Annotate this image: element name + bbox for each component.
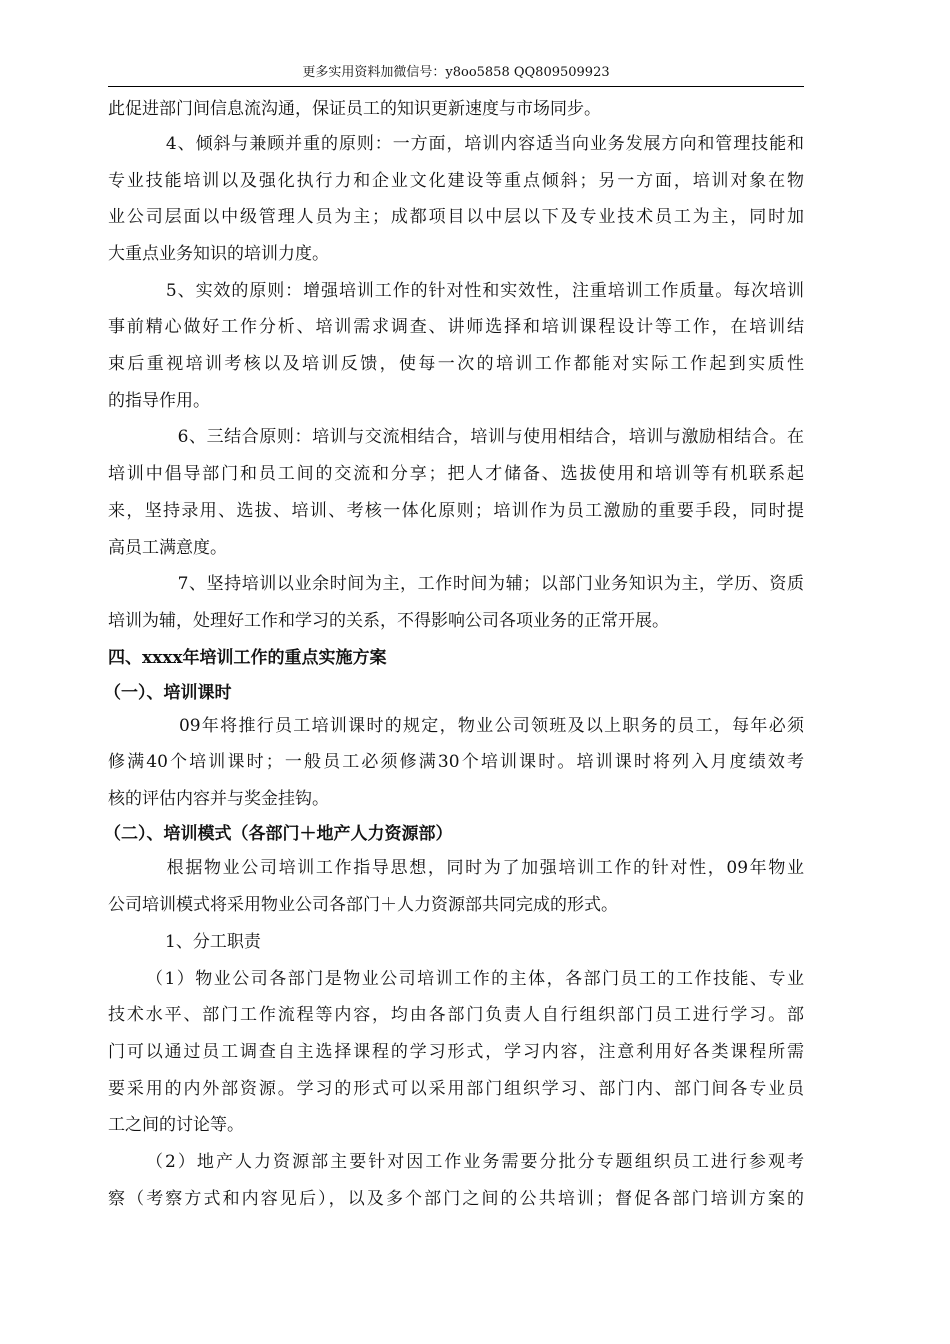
text-line: 门可以通过员工调查自主选择课程的学习形式，学习内容，注意利用好各类课程所需 bbox=[108, 1042, 804, 1062]
text-line: 修满40个培训课时；一般员工必须修满30个培训课时。培训课时将列入月度绩效考 bbox=[108, 752, 804, 772]
text-line: 业公司层面以中级管理人员为主；成都项目以中层以下及专业技术员工为主，同时加 bbox=[108, 207, 804, 227]
text-line: 4、倾斜与兼顾并重的原则：一方面，培训内容适当向业务发展方向和管理技能和 bbox=[148, 134, 804, 154]
text-line: 大重点业务知识的培训力度。 bbox=[108, 244, 329, 264]
text-line: 来，坚持录用、选拔、培训、考核一体化原则；培训作为员工激励的重要手段，同时提 bbox=[108, 501, 804, 521]
text-line: 专业技能培训以及强化执行力和企业文化建设等重点倾斜；另一方面，培训对象在物 bbox=[108, 171, 804, 191]
section-heading: 四、xxxx年培训工作的重点实施方案 bbox=[108, 648, 387, 668]
text-line: 工之间的讨论等。 bbox=[108, 1115, 244, 1135]
text-line: 根据物业公司培训工作指导思想，同时为了加强培训工作的针对性，09年物业 bbox=[148, 858, 804, 878]
text-line: 要采用的内外部资源。学习的形式可以采用部门组织学习、部门内、部门间各专业员 bbox=[108, 1079, 804, 1099]
text-line: 公司培训模式将采用物业公司各部门＋人力资源部共同完成的形式。 bbox=[108, 895, 618, 915]
text-line: （2）地产人力资源部主要针对因工作业务需要分批分专题组织员工进行参观考 bbox=[146, 1152, 804, 1172]
text-line: 此促进部门间信息流沟通，保证员工的知识更新速度与市场同步。 bbox=[108, 99, 601, 119]
text-line: 09年将推行员工培训课时的规定，物业公司领班及以上职务的员工，每年必须 bbox=[154, 716, 804, 736]
text-line: 高员工满意度。 bbox=[108, 538, 227, 558]
text-line: 技术水平、部门工作流程等内容，均由各部门负责人自行组织部门员工进行学习。部 bbox=[108, 1005, 804, 1025]
text-line: 5、实效的原则：增强培训工作的针对性和实效性，注重培训工作质量。每次培训 bbox=[148, 281, 804, 301]
text-line: （1）物业公司各部门是物业公司培训工作的主体，各部门员工的工作技能、专业 bbox=[146, 969, 804, 989]
text-line: 培训中倡导部门和员工间的交流和分享；把人才储备、选拔使用和培训等有机联系起 bbox=[108, 464, 804, 484]
text-line: 束后重视培训考核以及培训反馈，使每一次的培训工作都能对实际工作起到实质性 bbox=[108, 354, 804, 374]
text-line: 察（考察方式和内容见后），以及多个部门之间的公共培训；督促各部门培训方案的 bbox=[108, 1189, 804, 1209]
text-line: 7、坚持培训以业余时间为主，工作时间为辅；以部门业务知识为主，学历、资质 bbox=[154, 574, 804, 594]
text-line: 核的评估内容并与奖金挂钩。 bbox=[108, 789, 329, 809]
text-line: 的指导作用。 bbox=[108, 391, 210, 411]
page-header-contact: 更多实用资料加微信号：y8oo5858 QQ809509923 bbox=[302, 65, 610, 80]
text-line: 事前精心做好工作分析、培训需求调查、讲师选择和培训课程设计等工作，在培训结 bbox=[108, 317, 804, 337]
header-divider bbox=[108, 86, 804, 87]
text-line: 1、分工职责 bbox=[148, 932, 261, 952]
subsection-heading: （一）、培训课时 bbox=[104, 683, 232, 703]
subsection-heading: （二）、培训模式（各部门＋地产人力资源部） bbox=[104, 824, 453, 844]
text-line: 6、三结合原则：培训与交流相结合，培训与使用相结合，培训与激励相结合。在 bbox=[154, 427, 804, 447]
text-line: 培训为辅，处理好工作和学习的关系，不得影响公司各项业务的正常开展。 bbox=[108, 611, 669, 631]
